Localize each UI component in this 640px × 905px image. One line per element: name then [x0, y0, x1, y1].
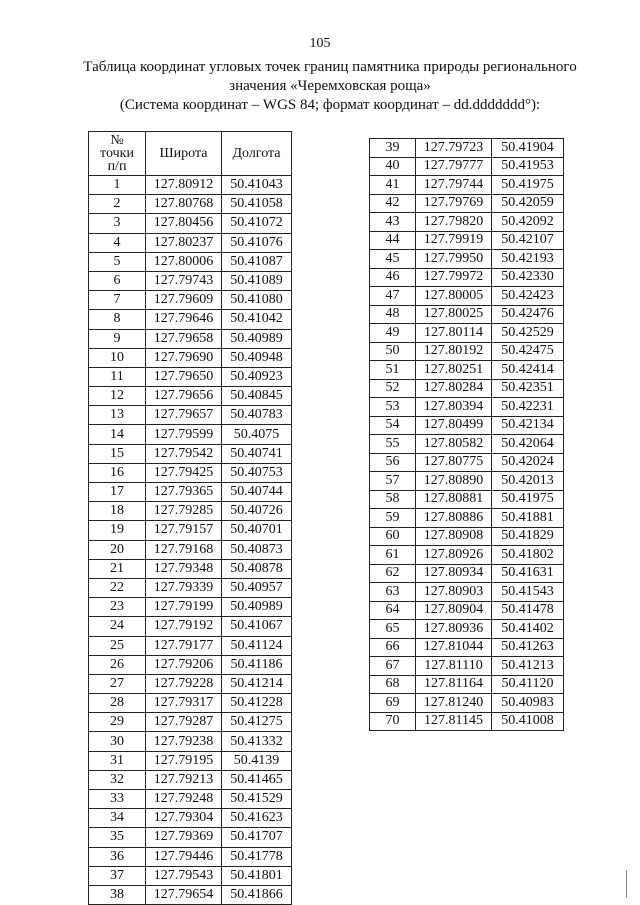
longitude-cell: 50.42193 [492, 250, 564, 269]
latitude-cell: 127.79654 [146, 885, 222, 904]
point-number: 20 [89, 540, 146, 559]
point-number: 13 [89, 406, 146, 425]
point-number: 58 [370, 490, 416, 509]
longitude-cell: 50.41263 [492, 638, 564, 657]
point-number: 59 [370, 509, 416, 528]
longitude-cell: 50.42414 [492, 361, 564, 380]
table-header-row [89, 132, 292, 176]
longitude-cell: 50.42529 [492, 324, 564, 343]
latitude-cell: 127.79177 [146, 636, 222, 655]
longitude-cell: 50.41089 [222, 271, 292, 290]
point-number: 51 [370, 361, 416, 380]
table-row [89, 483, 292, 502]
latitude-cell: 127.79195 [146, 751, 222, 770]
point-number: 26 [89, 655, 146, 674]
page-edge-mark [626, 870, 627, 898]
table-row [89, 828, 292, 847]
point-number: 70 [370, 712, 416, 731]
table-row [89, 406, 292, 425]
longitude-cell: 50.40878 [222, 559, 292, 578]
longitude-cell: 50.40845 [222, 387, 292, 406]
longitude-cell: 50.41478 [492, 601, 564, 620]
latitude-cell: 127.80934 [416, 564, 492, 583]
point-number: 65 [370, 620, 416, 639]
latitude-cell: 127.79657 [146, 406, 222, 425]
table-row [370, 361, 564, 380]
longitude-cell: 50.42423 [492, 287, 564, 306]
longitude-cell: 50.42351 [492, 379, 564, 398]
longitude-cell: 50.41043 [222, 176, 292, 195]
latitude-cell: 127.79543 [146, 866, 222, 885]
table-row [89, 233, 292, 252]
longitude-cell: 50.41228 [222, 694, 292, 713]
longitude-cell: 50.41829 [492, 527, 564, 546]
table-row [89, 329, 292, 348]
longitude-cell: 50.41080 [222, 291, 292, 310]
longitude-cell: 50.41881 [492, 509, 564, 528]
point-number: 37 [89, 866, 146, 885]
latitude-cell: 127.80881 [416, 490, 492, 509]
point-number: 11 [89, 367, 146, 386]
latitude-cell: 127.79950 [416, 250, 492, 269]
latitude-cell: 127.79213 [146, 770, 222, 789]
latitude-cell: 127.80394 [416, 398, 492, 417]
latitude-cell: 127.79769 [416, 194, 492, 213]
longitude-cell: 50.42059 [492, 194, 564, 213]
longitude-cell: 50.41707 [222, 828, 292, 847]
latitude-cell: 127.79425 [146, 463, 222, 482]
table-row [370, 712, 564, 731]
longitude-cell: 50.41802 [492, 546, 564, 565]
latitude-cell: 127.79656 [146, 387, 222, 406]
latitude-cell: 127.80926 [416, 546, 492, 565]
table-row [370, 657, 564, 676]
page-number: 105 [309, 36, 331, 51]
latitude-cell: 127.80768 [146, 195, 222, 214]
table-row [370, 157, 564, 176]
table-row [89, 425, 292, 444]
point-number: 14 [89, 425, 146, 444]
longitude-cell: 50.42475 [492, 342, 564, 361]
latitude-cell: 127.79228 [146, 674, 222, 693]
point-number: 45 [370, 250, 416, 269]
table-row [89, 387, 292, 406]
longitude-cell: 50.40726 [222, 502, 292, 521]
table-row [370, 509, 564, 528]
table-row [89, 521, 292, 540]
longitude-cell: 50.41623 [222, 809, 292, 828]
latitude-cell: 127.79599 [146, 425, 222, 444]
latitude-cell: 127.81044 [416, 638, 492, 657]
table-row [370, 675, 564, 694]
point-number: 8 [89, 310, 146, 329]
table-row [89, 674, 292, 693]
latitude-cell: 127.79369 [146, 828, 222, 847]
latitude-cell: 127.79646 [146, 310, 222, 329]
table-row [89, 502, 292, 521]
longitude-cell: 50.42024 [492, 453, 564, 472]
table-row [370, 379, 564, 398]
latitude-cell: 127.79285 [146, 502, 222, 521]
latitude-cell: 127.80251 [416, 361, 492, 380]
table-row [89, 655, 292, 674]
latitude-cell: 127.79157 [146, 521, 222, 540]
table-row [370, 324, 564, 343]
point-number: 7 [89, 291, 146, 310]
latitude-cell: 127.81240 [416, 694, 492, 713]
coordinates-table-right [369, 138, 564, 731]
longitude-cell: 50.41076 [222, 233, 292, 252]
longitude-cell: 50.40744 [222, 483, 292, 502]
longitude-cell: 50.4139 [222, 751, 292, 770]
latitude-cell: 127.81145 [416, 712, 492, 731]
header-longitude: Долгота [222, 132, 292, 176]
latitude-cell: 127.81110 [416, 657, 492, 676]
point-number: 21 [89, 559, 146, 578]
point-number: 56 [370, 453, 416, 472]
longitude-cell: 50.41975 [492, 176, 564, 195]
point-number: 2 [89, 195, 146, 214]
longitude-cell: 50.42231 [492, 398, 564, 417]
point-number: 27 [89, 674, 146, 693]
longitude-cell: 50.42476 [492, 305, 564, 324]
longitude-cell: 50.41778 [222, 847, 292, 866]
point-number: 5 [89, 252, 146, 271]
point-number: 39 [370, 139, 416, 158]
latitude-cell: 127.79365 [146, 483, 222, 502]
table-row [370, 435, 564, 454]
table-row [370, 583, 564, 602]
latitude-cell: 127.80192 [416, 342, 492, 361]
longitude-cell: 50.40753 [222, 463, 292, 482]
point-number: 62 [370, 564, 416, 583]
table-row [89, 291, 292, 310]
point-number: 64 [370, 601, 416, 620]
table-row [370, 490, 564, 509]
point-number: 9 [89, 329, 146, 348]
table-row [89, 540, 292, 559]
table-row [370, 472, 564, 491]
longitude-cell: 50.40873 [222, 540, 292, 559]
table-row [89, 367, 292, 386]
table-row [89, 866, 292, 885]
point-number: 46 [370, 268, 416, 287]
latitude-cell: 127.79446 [146, 847, 222, 866]
table-row [89, 885, 292, 904]
longitude-cell: 50.42134 [492, 416, 564, 435]
longitude-cell: 50.41465 [222, 770, 292, 789]
table-row [89, 732, 292, 751]
latitude-cell: 127.80005 [416, 287, 492, 306]
longitude-cell: 50.41120 [492, 675, 564, 694]
table-row [89, 214, 292, 233]
point-number: 10 [89, 348, 146, 367]
latitude-cell: 127.80006 [146, 252, 222, 271]
point-number: 12 [89, 387, 146, 406]
table-row [370, 250, 564, 269]
point-number: 41 [370, 176, 416, 195]
longitude-cell: 50.40701 [222, 521, 292, 540]
point-number: 36 [89, 847, 146, 866]
table-row [89, 578, 292, 597]
point-number: 67 [370, 657, 416, 676]
title-line-3: (Система координат – WGS 84; формат координат – dd.ddddddd°): [119, 97, 541, 113]
longitude-cell: 50.41866 [222, 885, 292, 904]
table-row [370, 342, 564, 361]
point-number: 50 [370, 342, 416, 361]
point-number: 38 [89, 885, 146, 904]
table-row [89, 636, 292, 655]
point-number: 69 [370, 694, 416, 713]
latitude-cell: 127.80890 [416, 472, 492, 491]
point-number: 48 [370, 305, 416, 324]
point-number: 15 [89, 444, 146, 463]
longitude-cell: 50.41801 [222, 866, 292, 885]
latitude-cell: 127.80499 [416, 416, 492, 435]
longitude-cell: 50.41275 [222, 713, 292, 732]
latitude-cell: 127.79542 [146, 444, 222, 463]
table-row [370, 416, 564, 435]
latitude-cell: 127.79650 [146, 367, 222, 386]
table-row [89, 348, 292, 367]
table-row [89, 809, 292, 828]
point-number: 35 [89, 828, 146, 847]
latitude-cell: 127.79339 [146, 578, 222, 597]
point-number: 60 [370, 527, 416, 546]
longitude-cell: 50.42330 [492, 268, 564, 287]
longitude-cell: 50.41543 [492, 583, 564, 602]
point-number: 31 [89, 751, 146, 770]
point-number: 40 [370, 157, 416, 176]
table-row [89, 770, 292, 789]
latitude-cell: 127.80936 [416, 620, 492, 639]
latitude-cell: 127.79820 [416, 213, 492, 232]
table-row [370, 546, 564, 565]
table-row [89, 598, 292, 617]
table-row [370, 213, 564, 232]
coordinates-table-left [88, 131, 292, 905]
longitude-cell: 50.41008 [492, 712, 564, 731]
table-row [89, 463, 292, 482]
longitude-cell: 50.40741 [222, 444, 292, 463]
longitude-cell: 50.41975 [492, 490, 564, 509]
table-row [370, 694, 564, 713]
longitude-cell: 50.40948 [222, 348, 292, 367]
latitude-cell: 127.79192 [146, 617, 222, 636]
latitude-cell: 127.79777 [416, 157, 492, 176]
point-number: 66 [370, 638, 416, 657]
point-number: 33 [89, 790, 146, 809]
table-row [370, 268, 564, 287]
latitude-cell: 127.79919 [416, 231, 492, 250]
latitude-cell: 127.79348 [146, 559, 222, 578]
point-number: 57 [370, 472, 416, 491]
point-number: 4 [89, 233, 146, 252]
longitude-cell: 50.41402 [492, 620, 564, 639]
latitude-cell: 127.79304 [146, 809, 222, 828]
latitude-cell: 127.79206 [146, 655, 222, 674]
longitude-cell: 50.41529 [222, 790, 292, 809]
table-row [370, 287, 564, 306]
latitude-cell: 127.80908 [416, 527, 492, 546]
table-row [89, 790, 292, 809]
table-row [89, 176, 292, 195]
latitude-cell: 127.79248 [146, 790, 222, 809]
table-row [370, 601, 564, 620]
latitude-cell: 127.79287 [146, 713, 222, 732]
longitude-cell: 50.40989 [222, 598, 292, 617]
point-number: 22 [89, 578, 146, 597]
point-number: 49 [370, 324, 416, 343]
table-row [370, 620, 564, 639]
point-number: 52 [370, 379, 416, 398]
table-row [370, 194, 564, 213]
table-row [370, 305, 564, 324]
latitude-cell: 127.80114 [416, 324, 492, 343]
point-number: 6 [89, 271, 146, 290]
latitude-cell: 127.79168 [146, 540, 222, 559]
point-number: 25 [89, 636, 146, 655]
latitude-cell: 127.79658 [146, 329, 222, 348]
latitude-cell: 127.79317 [146, 694, 222, 713]
longitude-cell: 50.42013 [492, 472, 564, 491]
table-row [89, 694, 292, 713]
point-number: 3 [89, 214, 146, 233]
latitude-cell: 127.80904 [416, 601, 492, 620]
longitude-cell: 50.42107 [492, 231, 564, 250]
latitude-cell: 127.79238 [146, 732, 222, 751]
latitude-cell: 127.80237 [146, 233, 222, 252]
title-line-1: Таблица координат угловых точек границ памятника природы регионального [83, 59, 577, 75]
title-line-2: значения «Черемховская роща» [229, 78, 431, 94]
latitude-cell: 127.79972 [416, 268, 492, 287]
longitude-cell: 50.41332 [222, 732, 292, 751]
latitude-cell: 127.80903 [416, 583, 492, 602]
table-row [370, 398, 564, 417]
point-number: 19 [89, 521, 146, 540]
table-row [370, 139, 564, 158]
longitude-cell: 50.41042 [222, 310, 292, 329]
latitude-cell: 127.79690 [146, 348, 222, 367]
longitude-cell: 50.41067 [222, 617, 292, 636]
point-number: 23 [89, 598, 146, 617]
longitude-cell: 50.41904 [492, 139, 564, 158]
point-number: 30 [89, 732, 146, 751]
table-row [370, 453, 564, 472]
point-number: 55 [370, 435, 416, 454]
latitude-cell: 127.80582 [416, 435, 492, 454]
longitude-cell: 50.40957 [222, 578, 292, 597]
point-number: 68 [370, 675, 416, 694]
table-row [370, 527, 564, 546]
longitude-cell: 50.41124 [222, 636, 292, 655]
table-row [370, 638, 564, 657]
point-number: 47 [370, 287, 416, 306]
latitude-cell: 127.80025 [416, 305, 492, 324]
point-number: 42 [370, 194, 416, 213]
table-row [89, 310, 292, 329]
table-row [89, 252, 292, 271]
longitude-cell: 50.41213 [492, 657, 564, 676]
point-number: 1 [89, 176, 146, 195]
table-row [89, 713, 292, 732]
table-row [89, 559, 292, 578]
point-number: 28 [89, 694, 146, 713]
header-latitude: Широта [146, 132, 222, 176]
longitude-cell: 50.40923 [222, 367, 292, 386]
longitude-cell: 50.4075 [222, 425, 292, 444]
table-row [89, 847, 292, 866]
table-row [89, 751, 292, 770]
point-number: 43 [370, 213, 416, 232]
longitude-cell: 50.40989 [222, 329, 292, 348]
header-number: № точки п/п [89, 132, 146, 176]
point-number: 32 [89, 770, 146, 789]
point-number: 29 [89, 713, 146, 732]
table-row [89, 617, 292, 636]
table-row [89, 195, 292, 214]
table-row [89, 444, 292, 463]
longitude-cell: 50.41214 [222, 674, 292, 693]
point-number: 54 [370, 416, 416, 435]
table-row [370, 564, 564, 583]
latitude-cell: 127.79199 [146, 598, 222, 617]
table-row [370, 176, 564, 195]
longitude-cell: 50.41631 [492, 564, 564, 583]
latitude-cell: 127.79609 [146, 291, 222, 310]
point-number: 24 [89, 617, 146, 636]
latitude-cell: 127.79744 [416, 176, 492, 195]
point-number: 53 [370, 398, 416, 417]
latitude-cell: 127.80775 [416, 453, 492, 472]
longitude-cell: 50.40983 [492, 694, 564, 713]
point-number: 44 [370, 231, 416, 250]
document-title [60, 58, 600, 115]
latitude-cell: 127.80284 [416, 379, 492, 398]
point-number: 34 [89, 809, 146, 828]
longitude-cell: 50.41087 [222, 252, 292, 271]
longitude-cell: 50.42092 [492, 213, 564, 232]
latitude-cell: 127.79723 [416, 139, 492, 158]
latitude-cell: 127.81164 [416, 675, 492, 694]
latitude-cell: 127.80912 [146, 176, 222, 195]
longitude-cell: 50.42064 [492, 435, 564, 454]
table-row [89, 271, 292, 290]
latitude-cell: 127.79743 [146, 271, 222, 290]
longitude-cell: 50.40783 [222, 406, 292, 425]
point-number: 16 [89, 463, 146, 482]
longitude-cell: 50.41072 [222, 214, 292, 233]
point-number: 63 [370, 583, 416, 602]
latitude-cell: 127.80456 [146, 214, 222, 233]
table-row [370, 231, 564, 250]
point-number: 18 [89, 502, 146, 521]
longitude-cell: 50.41953 [492, 157, 564, 176]
longitude-cell: 50.41058 [222, 195, 292, 214]
longitude-cell: 50.41186 [222, 655, 292, 674]
point-number: 61 [370, 546, 416, 565]
point-number: 17 [89, 483, 146, 502]
latitude-cell: 127.80886 [416, 509, 492, 528]
